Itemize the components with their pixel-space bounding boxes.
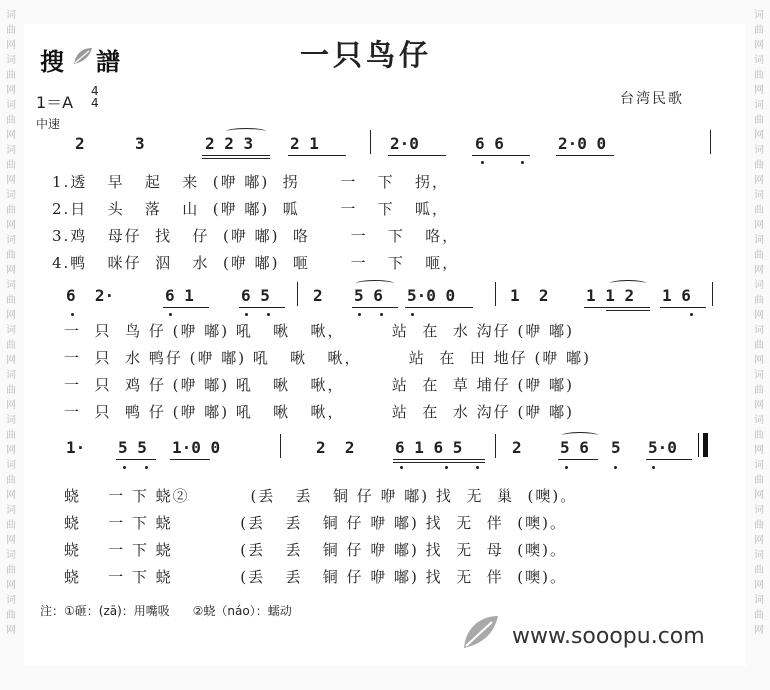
side-watermark-char: 网 xyxy=(6,265,16,276)
staff2-note-group: 1 6 xyxy=(662,286,691,305)
staff2-note-group: 6 1 xyxy=(165,286,194,305)
side-watermark-char: 网 xyxy=(754,265,764,276)
key-signature: 1＝A xyxy=(36,93,74,112)
side-watermark-char: 曲 xyxy=(754,565,764,576)
side-watermark-char: 词 xyxy=(754,325,764,336)
side-watermark-char: 词 xyxy=(6,550,16,561)
staff3-underline xyxy=(558,459,598,460)
staff2-lyric-line: 一 只 鸡 仔 (咿 嘟) 吼 啾 啾， 站 在 草 埔仔 (咿 嘟) xyxy=(64,376,574,394)
side-watermark-char: 网 xyxy=(6,40,16,51)
song-origin: 台湾民歌 xyxy=(620,91,684,107)
staff2-slur xyxy=(356,280,394,287)
side-watermark-char: 曲 xyxy=(6,70,16,81)
staff2-underline xyxy=(660,307,706,308)
staff3-octave-dot xyxy=(652,466,655,469)
staff2-octave-dot xyxy=(690,313,693,316)
leaf-icon xyxy=(72,46,94,66)
staff2-barline xyxy=(495,282,496,306)
side-watermark-char: 网 xyxy=(754,130,764,141)
side-watermark-char: 曲 xyxy=(754,475,764,486)
side-watermark-char: 词 xyxy=(754,190,764,201)
side-watermark-char: 词 xyxy=(6,10,16,21)
side-watermark-right xyxy=(752,8,766,638)
staff3-octave-dot xyxy=(123,466,126,469)
side-watermark-char: 词 xyxy=(754,280,764,291)
side-watermark-char: 词 xyxy=(754,505,764,516)
staff1-underline xyxy=(202,158,270,159)
side-watermark-char: 网 xyxy=(754,175,764,186)
watermark-url-link[interactable]: www.sooopu.com xyxy=(512,624,705,649)
side-watermark-char: 词 xyxy=(754,55,764,66)
staff2-barline xyxy=(712,282,713,306)
side-watermark-char: 曲 xyxy=(6,295,16,306)
staff2-note-group: 2 xyxy=(313,286,323,305)
side-watermark-char: 词 xyxy=(6,145,16,156)
staff1-barline xyxy=(710,130,711,154)
staff2-octave-dot xyxy=(267,313,270,316)
staff2-note-group: 5 6 xyxy=(354,286,383,305)
staff3-octave-dot xyxy=(145,466,148,469)
side-watermark-char: 曲 xyxy=(754,25,764,36)
staff3-underline xyxy=(170,459,210,460)
time-signature xyxy=(91,85,99,109)
staff2-barline xyxy=(297,282,298,306)
staff1-underline xyxy=(288,155,346,156)
staff2-note-group: 1 2 xyxy=(510,286,549,305)
final-barline-thin xyxy=(698,433,699,457)
side-watermark-char: 网 xyxy=(6,535,16,546)
side-watermark-char: 网 xyxy=(6,490,16,501)
side-watermark-char: 曲 xyxy=(754,205,764,216)
side-watermark-char: 网 xyxy=(754,355,764,366)
time-signature-bottom: 4 xyxy=(91,96,99,110)
staff1-underline xyxy=(388,155,446,156)
side-watermark-char: 曲 xyxy=(754,70,764,81)
logo-text-2: 譜 xyxy=(96,48,120,76)
side-watermark-char: 曲 xyxy=(754,295,764,306)
staff2-note-group: 5·0 0 xyxy=(407,286,456,305)
staff3-lyric-line: 蛲 一 下 蛲② (丢 丢 铜 仔 咿 嘟) 找 无 巢 (噢)。 xyxy=(64,487,578,505)
staff1-slur xyxy=(226,128,266,135)
staff2-lyric-line: 一 只 鸟 仔 (咿 嘟) 吼 啾 啾， 站 在 水 沟仔 (咿 嘟) xyxy=(64,322,574,340)
side-watermark-char: 曲 xyxy=(6,340,16,351)
staff3-octave-dot xyxy=(400,466,403,469)
side-watermark-char: 曲 xyxy=(6,430,16,441)
side-watermark-char: 词 xyxy=(6,595,16,606)
footnotes: 注：①砸：(zā)：用嘴吸 ②蛲（náo）：蠕动 xyxy=(40,604,292,618)
side-watermark-char: 曲 xyxy=(754,250,764,261)
staff2-octave-dot xyxy=(380,313,383,316)
side-watermark-char: 词 xyxy=(754,100,764,111)
staff3-lyric-line: 蛲 一 下 蛲 (丢 丢 铜 仔 咿 嘟) 找 无 伴 (噢)。 xyxy=(64,514,567,532)
side-watermark-char: 词 xyxy=(6,325,16,336)
side-watermark-char: 曲 xyxy=(754,115,764,126)
side-watermark-char: 曲 xyxy=(754,340,764,351)
staff3-note-group: 1·0 0 xyxy=(172,438,221,457)
side-watermark-char: 网 xyxy=(754,580,764,591)
side-watermark-char: 词 xyxy=(754,460,764,471)
staff3-note-group: 2 xyxy=(512,438,522,457)
time-signature-top: 4 xyxy=(91,84,99,98)
staff3-barline xyxy=(280,434,281,458)
staff3-octave-dot xyxy=(476,466,479,469)
side-watermark-char: 词 xyxy=(6,235,16,246)
side-watermark-char: 词 xyxy=(754,370,764,381)
staff2-underline xyxy=(584,307,650,308)
side-watermark-char: 词 xyxy=(754,415,764,426)
staff3-lyric-line: 蛲 一 下 蛲 (丢 丢 铜 仔 咿 嘟) 找 无 伴 (噢)。 xyxy=(64,568,567,586)
staff3-note-group: 5·0 xyxy=(648,438,677,457)
leaf-watermark-icon xyxy=(460,612,500,652)
staff1-octave-dot xyxy=(481,161,484,164)
side-watermark-char: 词 xyxy=(754,550,764,561)
staff3-underline xyxy=(646,459,692,460)
side-watermark-char: 曲 xyxy=(754,610,764,621)
side-watermark-char: 网 xyxy=(6,130,16,141)
staff2-underline xyxy=(163,307,209,308)
side-watermark-char: 网 xyxy=(6,355,16,366)
side-watermark-char: 曲 xyxy=(6,250,16,261)
staff1-note-group: 2 2 3 xyxy=(205,134,254,153)
staff3-note-group: 2 2 xyxy=(316,438,355,457)
side-watermark-char: 词 xyxy=(6,415,16,426)
staff1-lyric-line: 3.鸡 母仔 找 仔 (咿 嘟) 咯 一 下 咯， xyxy=(52,227,460,245)
staff2-note-group: 1 1 2 xyxy=(586,286,635,305)
side-watermark-char: 词 xyxy=(6,55,16,66)
side-watermark-char: 词 xyxy=(754,595,764,606)
staff2-note-group: 6 5 xyxy=(241,286,270,305)
side-watermark-char: 网 xyxy=(6,625,16,636)
final-barline-thick xyxy=(703,433,708,457)
staff3-octave-dot xyxy=(565,466,568,469)
side-watermark-char: 网 xyxy=(6,175,16,186)
staff3-underline xyxy=(393,462,485,463)
staff1-underline xyxy=(202,155,270,156)
staff2-octave-dot xyxy=(245,313,248,316)
side-watermark-char: 词 xyxy=(6,505,16,516)
side-watermark-char: 曲 xyxy=(6,205,16,216)
side-watermark-char: 网 xyxy=(6,220,16,231)
staff3-lyric-line: 蛲 一 下 蛲 (丢 丢 铜 仔 咿 嘟) 找 无 母 (噢)。 xyxy=(64,541,567,559)
side-watermark-char: 词 xyxy=(6,460,16,471)
staff1-underline xyxy=(472,155,530,156)
staff3-note-group: 5 xyxy=(611,438,621,457)
staff2-octave-dot xyxy=(358,313,361,316)
staff1-octave-dot xyxy=(521,161,524,164)
side-watermark-char: 网 xyxy=(754,445,764,456)
staff2-lyric-line: 一 只 水 鸭仔 (咿 嘟) 吼 啾 啾， 站 在 田 地仔 (咿 嘟) xyxy=(64,349,591,367)
staff2-octave-dot xyxy=(411,313,414,316)
staff1-note-group: 2 xyxy=(75,134,85,153)
staff2-underline xyxy=(352,307,398,308)
side-watermark-char: 曲 xyxy=(6,385,16,396)
side-watermark-char: 网 xyxy=(754,535,764,546)
staff3-note-group: 6 1 6 5 xyxy=(395,438,463,457)
side-watermark-char: 网 xyxy=(6,400,16,411)
side-watermark-char: 网 xyxy=(754,625,764,636)
staff2-note-group: 6 2· xyxy=(66,286,115,305)
staff3-note-group: 1· xyxy=(66,438,86,457)
staff1-note-group: 6 6 xyxy=(475,134,504,153)
side-watermark-left xyxy=(4,8,18,638)
staff1-note-group: 2·0 xyxy=(390,134,419,153)
side-watermark-char: 曲 xyxy=(6,25,16,36)
staff3-underline xyxy=(393,459,485,460)
side-watermark-char: 网 xyxy=(754,220,764,231)
side-watermark-char: 网 xyxy=(6,445,16,456)
side-watermark-char: 网 xyxy=(754,490,764,501)
side-watermark-char: 词 xyxy=(754,10,764,21)
side-watermark-char: 词 xyxy=(6,190,16,201)
side-watermark-char: 曲 xyxy=(6,610,16,621)
staff1-note-group: 2 1 xyxy=(290,134,319,153)
staff2-underline xyxy=(606,310,650,311)
staff3-slur xyxy=(562,432,598,439)
side-watermark-char: 网 xyxy=(6,85,16,96)
staff2-octave-dot xyxy=(169,313,172,316)
staff3-note-group: 5 6 xyxy=(560,438,589,457)
side-watermark-char: 词 xyxy=(6,100,16,111)
staff3-octave-dot xyxy=(445,466,448,469)
side-watermark-char: 网 xyxy=(6,580,16,591)
logo-text-1: 搜 xyxy=(40,48,64,76)
side-watermark-char: 曲 xyxy=(6,115,16,126)
side-watermark-char: 曲 xyxy=(754,385,764,396)
side-watermark-char: 词 xyxy=(6,280,16,291)
staff2-lyric-line: 一 只 鸭 仔 (咿 嘟) 吼 啾 啾， 站 在 水 沟仔 (咿 嘟) xyxy=(64,403,574,421)
staff1-note-group: 2·0 0 xyxy=(558,134,607,153)
staff3-octave-dot xyxy=(614,466,617,469)
staff2-octave-dot xyxy=(71,313,74,316)
side-watermark-char: 曲 xyxy=(754,160,764,171)
staff1-barline xyxy=(370,130,371,154)
song-title: 一只鸟仔 xyxy=(300,38,433,72)
side-watermark-char: 网 xyxy=(754,85,764,96)
side-watermark-char: 网 xyxy=(6,310,16,321)
side-watermark-char: 词 xyxy=(6,370,16,381)
staff2-slur xyxy=(610,280,646,287)
side-watermark-char: 词 xyxy=(754,235,764,246)
side-watermark-char: 曲 xyxy=(6,475,16,486)
staff3-underline xyxy=(116,459,156,460)
side-watermark-char: 曲 xyxy=(6,160,16,171)
staff2-underline xyxy=(405,307,473,308)
side-watermark-char: 曲 xyxy=(6,565,16,576)
staff3-note-group: 5 5 xyxy=(118,438,147,457)
side-watermark-char: 网 xyxy=(754,400,764,411)
staff1-lyric-line: 1.透 早 起 来 (咿 嘟) 拐 一 下 拐， xyxy=(52,173,449,191)
side-watermark-char: 曲 xyxy=(754,430,764,441)
side-watermark-char: 网 xyxy=(754,310,764,321)
staff3-barline xyxy=(495,434,496,458)
tempo-marking: 中速 xyxy=(36,117,61,131)
side-watermark-char: 词 xyxy=(754,145,764,156)
side-watermark-char: 曲 xyxy=(754,520,764,531)
side-watermark-char: 网 xyxy=(754,40,764,51)
staff1-underline xyxy=(556,155,614,156)
staff2-underline xyxy=(239,307,285,308)
staff1-lyric-line: 4.鸭 咪仔 泅 水 (咿 嘟) 咂 一 下 咂， xyxy=(52,254,460,272)
staff1-note-group: 3 xyxy=(135,134,145,153)
side-watermark-char: 曲 xyxy=(6,520,16,531)
staff1-lyric-line: 2.日 头 落 山 (咿 嘟) 呱 一 下 呱， xyxy=(52,200,449,218)
